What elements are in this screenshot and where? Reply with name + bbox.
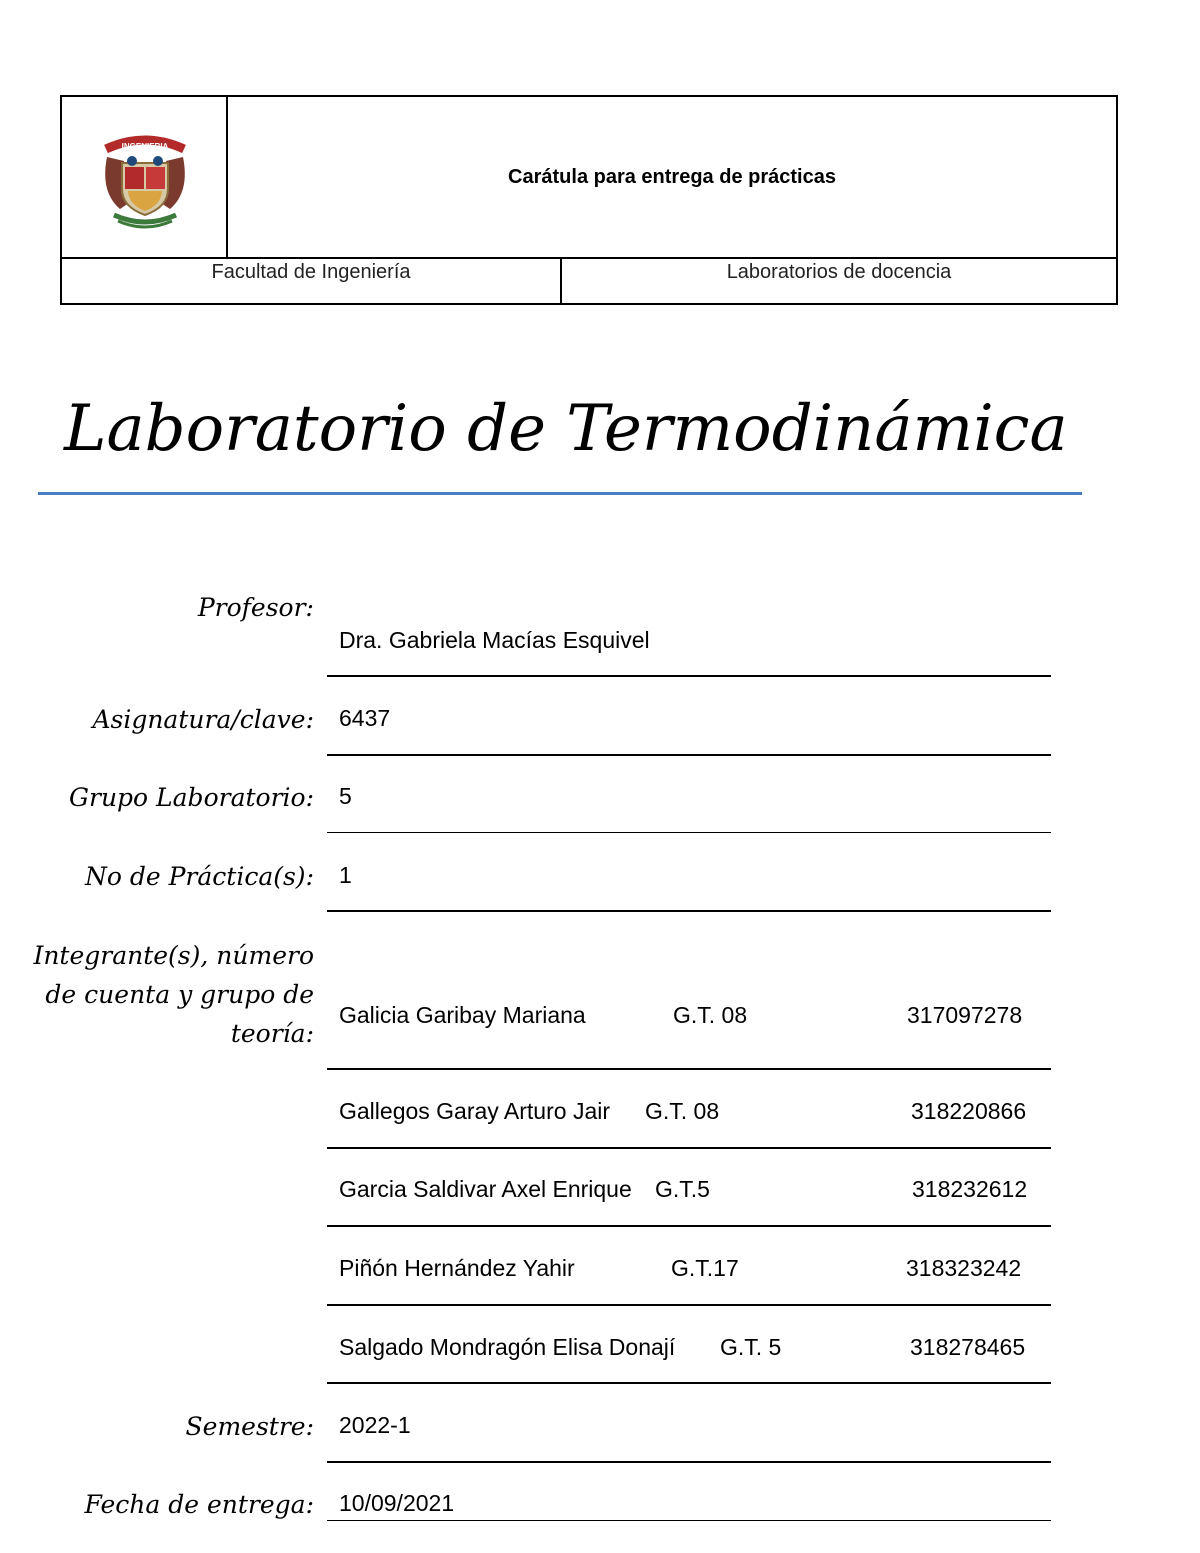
member-group: G.T.17 xyxy=(671,1255,739,1281)
title-underline xyxy=(38,492,1082,495)
member-name: Salgado Mondragón Elisa Donají xyxy=(339,1334,676,1360)
member-rule xyxy=(327,1225,1051,1227)
profesor-label: Profesor: xyxy=(197,593,314,622)
member-group: G.T. 5 xyxy=(720,1334,782,1360)
labs-cell: Laboratorios de docencia xyxy=(726,261,952,283)
fecha-value: 10/09/2021 xyxy=(339,1490,455,1516)
fecha-rule xyxy=(327,1520,1051,1521)
grupo-label: Grupo Laboratorio: xyxy=(69,783,314,812)
member-group: G.T. 08 xyxy=(673,1002,748,1028)
member-name: Piñón Hernández Yahir xyxy=(339,1255,575,1281)
header-row-2 xyxy=(62,257,1116,303)
cover-header-table xyxy=(60,95,1118,305)
member-account: 317097278 xyxy=(907,1002,1023,1028)
document-title: Laboratorio de Termodinámica xyxy=(64,392,1068,466)
semestre-label: Semestre: xyxy=(185,1412,314,1441)
integrantes-label-line1: Integrante(s), número xyxy=(33,941,314,970)
member-account: 318232612 xyxy=(912,1176,1028,1202)
practica-rule xyxy=(327,910,1051,912)
grupo-rule xyxy=(327,832,1051,833)
member-rule xyxy=(327,1147,1051,1149)
logo-text: INGENIERIA xyxy=(121,142,169,151)
semestre-value: 2022-1 xyxy=(339,1412,411,1438)
member-rule xyxy=(327,1382,1051,1384)
asignatura-value: 6437 xyxy=(339,705,391,731)
member-account: 318220866 xyxy=(911,1098,1027,1124)
member-rule xyxy=(327,1068,1051,1070)
asignatura-label: Asignatura/clave: xyxy=(92,705,314,734)
faculty-cell: Facultad de Ingeniería xyxy=(62,259,562,303)
asignatura-rule xyxy=(327,754,1051,756)
member-account: 318323242 xyxy=(906,1255,1022,1281)
member-group: G.T. 08 xyxy=(645,1098,720,1124)
fi-unam-logo xyxy=(62,97,228,257)
grupo-value: 5 xyxy=(339,783,352,809)
semestre-rule xyxy=(327,1461,1051,1463)
member-group: G.T.5 xyxy=(655,1176,710,1202)
practica-label: No de Práctica(s): xyxy=(84,862,314,891)
integrantes-label-line3: teoría: xyxy=(230,1019,314,1048)
profesor-rule xyxy=(327,675,1051,677)
profesor-value: Dra. Gabriela Macías Esquivel xyxy=(339,627,650,653)
member-name: Galicia Garibay Mariana xyxy=(339,1002,586,1028)
member-name: Gallegos Garay Arturo Jair xyxy=(339,1098,611,1124)
practica-value: 1 xyxy=(339,862,352,888)
logo-cell xyxy=(62,97,228,257)
fecha-label: Fecha de entrega: xyxy=(84,1490,314,1519)
member-rule xyxy=(327,1304,1051,1306)
cover-title: Carátula para entrega de prácticas xyxy=(508,165,836,188)
integrantes-label-line2: de cuenta y grupo de xyxy=(45,980,314,1009)
member-account: 318278465 xyxy=(910,1334,1026,1360)
member-name: Garcia Saldivar Axel Enrique xyxy=(339,1176,632,1202)
